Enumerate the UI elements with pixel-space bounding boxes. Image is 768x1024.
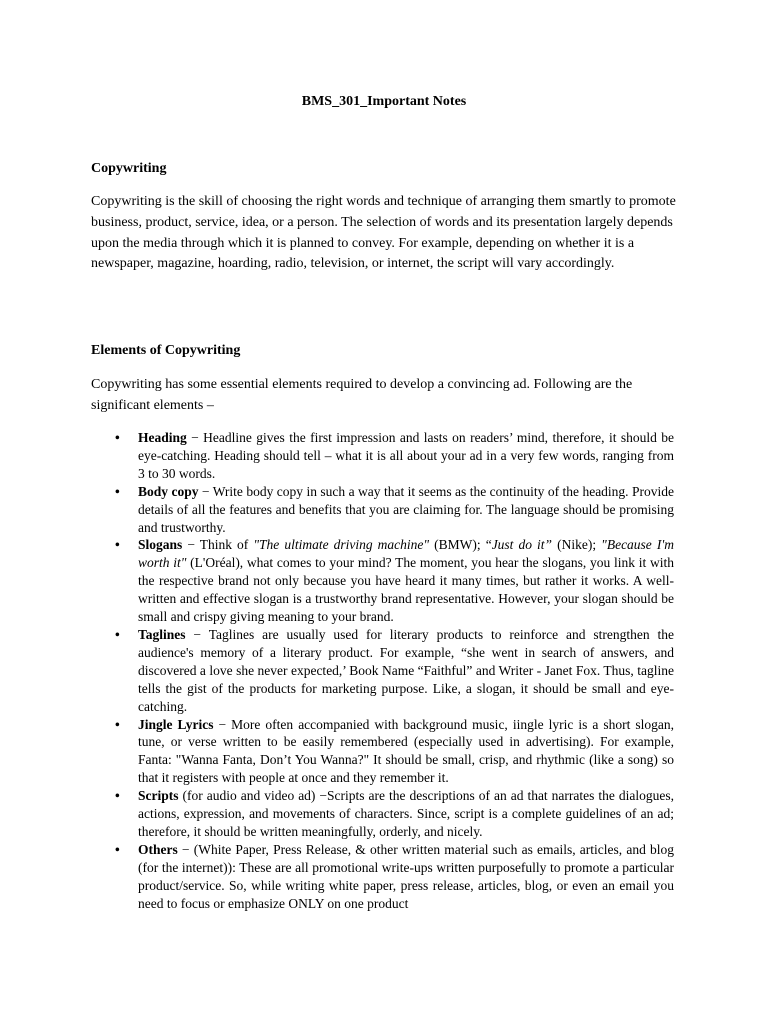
desc-slogans-part3: (Nike); [552, 537, 602, 553]
bullet: • [115, 626, 120, 642]
term-heading: Heading [138, 430, 187, 445]
bullet: • [115, 841, 120, 857]
list-item-slogans [91, 536, 674, 626]
slogan-nike: Just do it” [491, 537, 553, 553]
bullet: • [115, 788, 120, 804]
term-others: Others [138, 841, 178, 857]
bullet: • [115, 483, 120, 499]
desc-taglines: − Taglines are usually used for literary products to reinforce and strengthen the audience's memory of a literary product. For example, “she went in search of answers, and discovered a love she never expected,’ Book Name “Faithful” and Writer - Janet Fox. Thus, tagline tells the gist of the products for marketing purpose. Like, a slogan, it should be small and eye-catching. [138, 626, 674, 714]
elements-intro-paragraph: Copywriting has some essential elements required to develop a convincing ad. Following are the significant elements – [91, 377, 633, 413]
document-title: BMS_301_Important Notes [301, 94, 467, 109]
slogan-loreal: "Because I'm worth it" [138, 537, 674, 571]
desc-body-copy: − Write body copy in such a way that it seems as the continuity of the heading. Provide details of all the features and benefits that you are claiming for. The language should be promising and trustworthy. [138, 483, 674, 535]
desc-scripts: (for audio and video ad) −Scripts are the descriptions of an ad that narrates the dialogues, actions, expression, and movements of characters. Since, script is a complete guidelines of an ad; therefore, it should be written meaningfully, orderly, and nicely. [138, 788, 674, 839]
desc-slogans-part1: − Think of [182, 537, 254, 553]
bullet: • [115, 537, 120, 553]
slogan-bmw: "The ultimate driving machine" [253, 537, 430, 553]
bullet: • [115, 716, 120, 732]
copywriting-paragraph: Copywriting is the skill of choosing the right words and technique of arranging them smartly to promote business, product, service, idea, or a person. The selection of words and its presentation largely depends upon the media through which it is planned to convey. For example, depending on whether it is a newspaper, magazine, hoarding, radio, television, or internet, the script will vary accordingly. [91, 194, 676, 272]
desc-others: − (White Paper, Press Release, & other written material such as emails, articles, and blog (for the internet)): These are all promotional write-ups written purposefully to promote a particular product/service. So, while writing white paper, press release, articles, blog, or even an email you need to focus or emphasize ONLY on one product [138, 841, 674, 911]
list-item-scripts [91, 787, 674, 841]
desc-slogans-part2: (BMW); “ [429, 537, 492, 553]
section-heading-elements: Elements of Copywriting [91, 343, 241, 358]
section-heading-copywriting: Copywriting [91, 161, 167, 176]
elements-list [91, 429, 674, 912]
term-slogans: Slogans [138, 537, 183, 553]
desc-jingle-lyrics: − More often accompanied with background music, iingle lyric is a short slogan, tune, or verse written to be easily remembered (especially used in advertising). For example, Fanta: "Wanna Fanta, Don’t You Wanna?" It should be small, crisp, and rhythmic (like a song) so that it registers with people at once and they remember it. [138, 716, 675, 786]
list-item-jingle-lyrics [91, 716, 674, 788]
term-taglines: Taglines [138, 626, 186, 642]
bullet: • [115, 430, 120, 445]
list-item-heading [91, 429, 674, 483]
desc-heading: − Headline gives the first impression and lasts on readers’ mind, therefore, it should be eye-catching. Heading should tell – what it is all about your ad in a very few words, ranging from 3 to 30 words. [138, 430, 674, 481]
list-item-taglines [91, 626, 674, 716]
term-scripts: Scripts [138, 788, 179, 804]
term-jingle-lyrics: Jingle Lyrics [138, 716, 214, 732]
term-body-copy: Body copy [138, 483, 199, 499]
desc-slogans-part4: (L'Oréal), what comes to your mind? The moment, you hear the slogans, you link it with the respective brand not only because you have heard it many times, but rather it works. A well-written and effective slogan is a trustworthy brand representative. However, your slogan should be small and crispy giving meaning to your brand. [138, 555, 674, 625]
list-item-body-copy [91, 483, 674, 537]
list-item-others [91, 841, 674, 913]
